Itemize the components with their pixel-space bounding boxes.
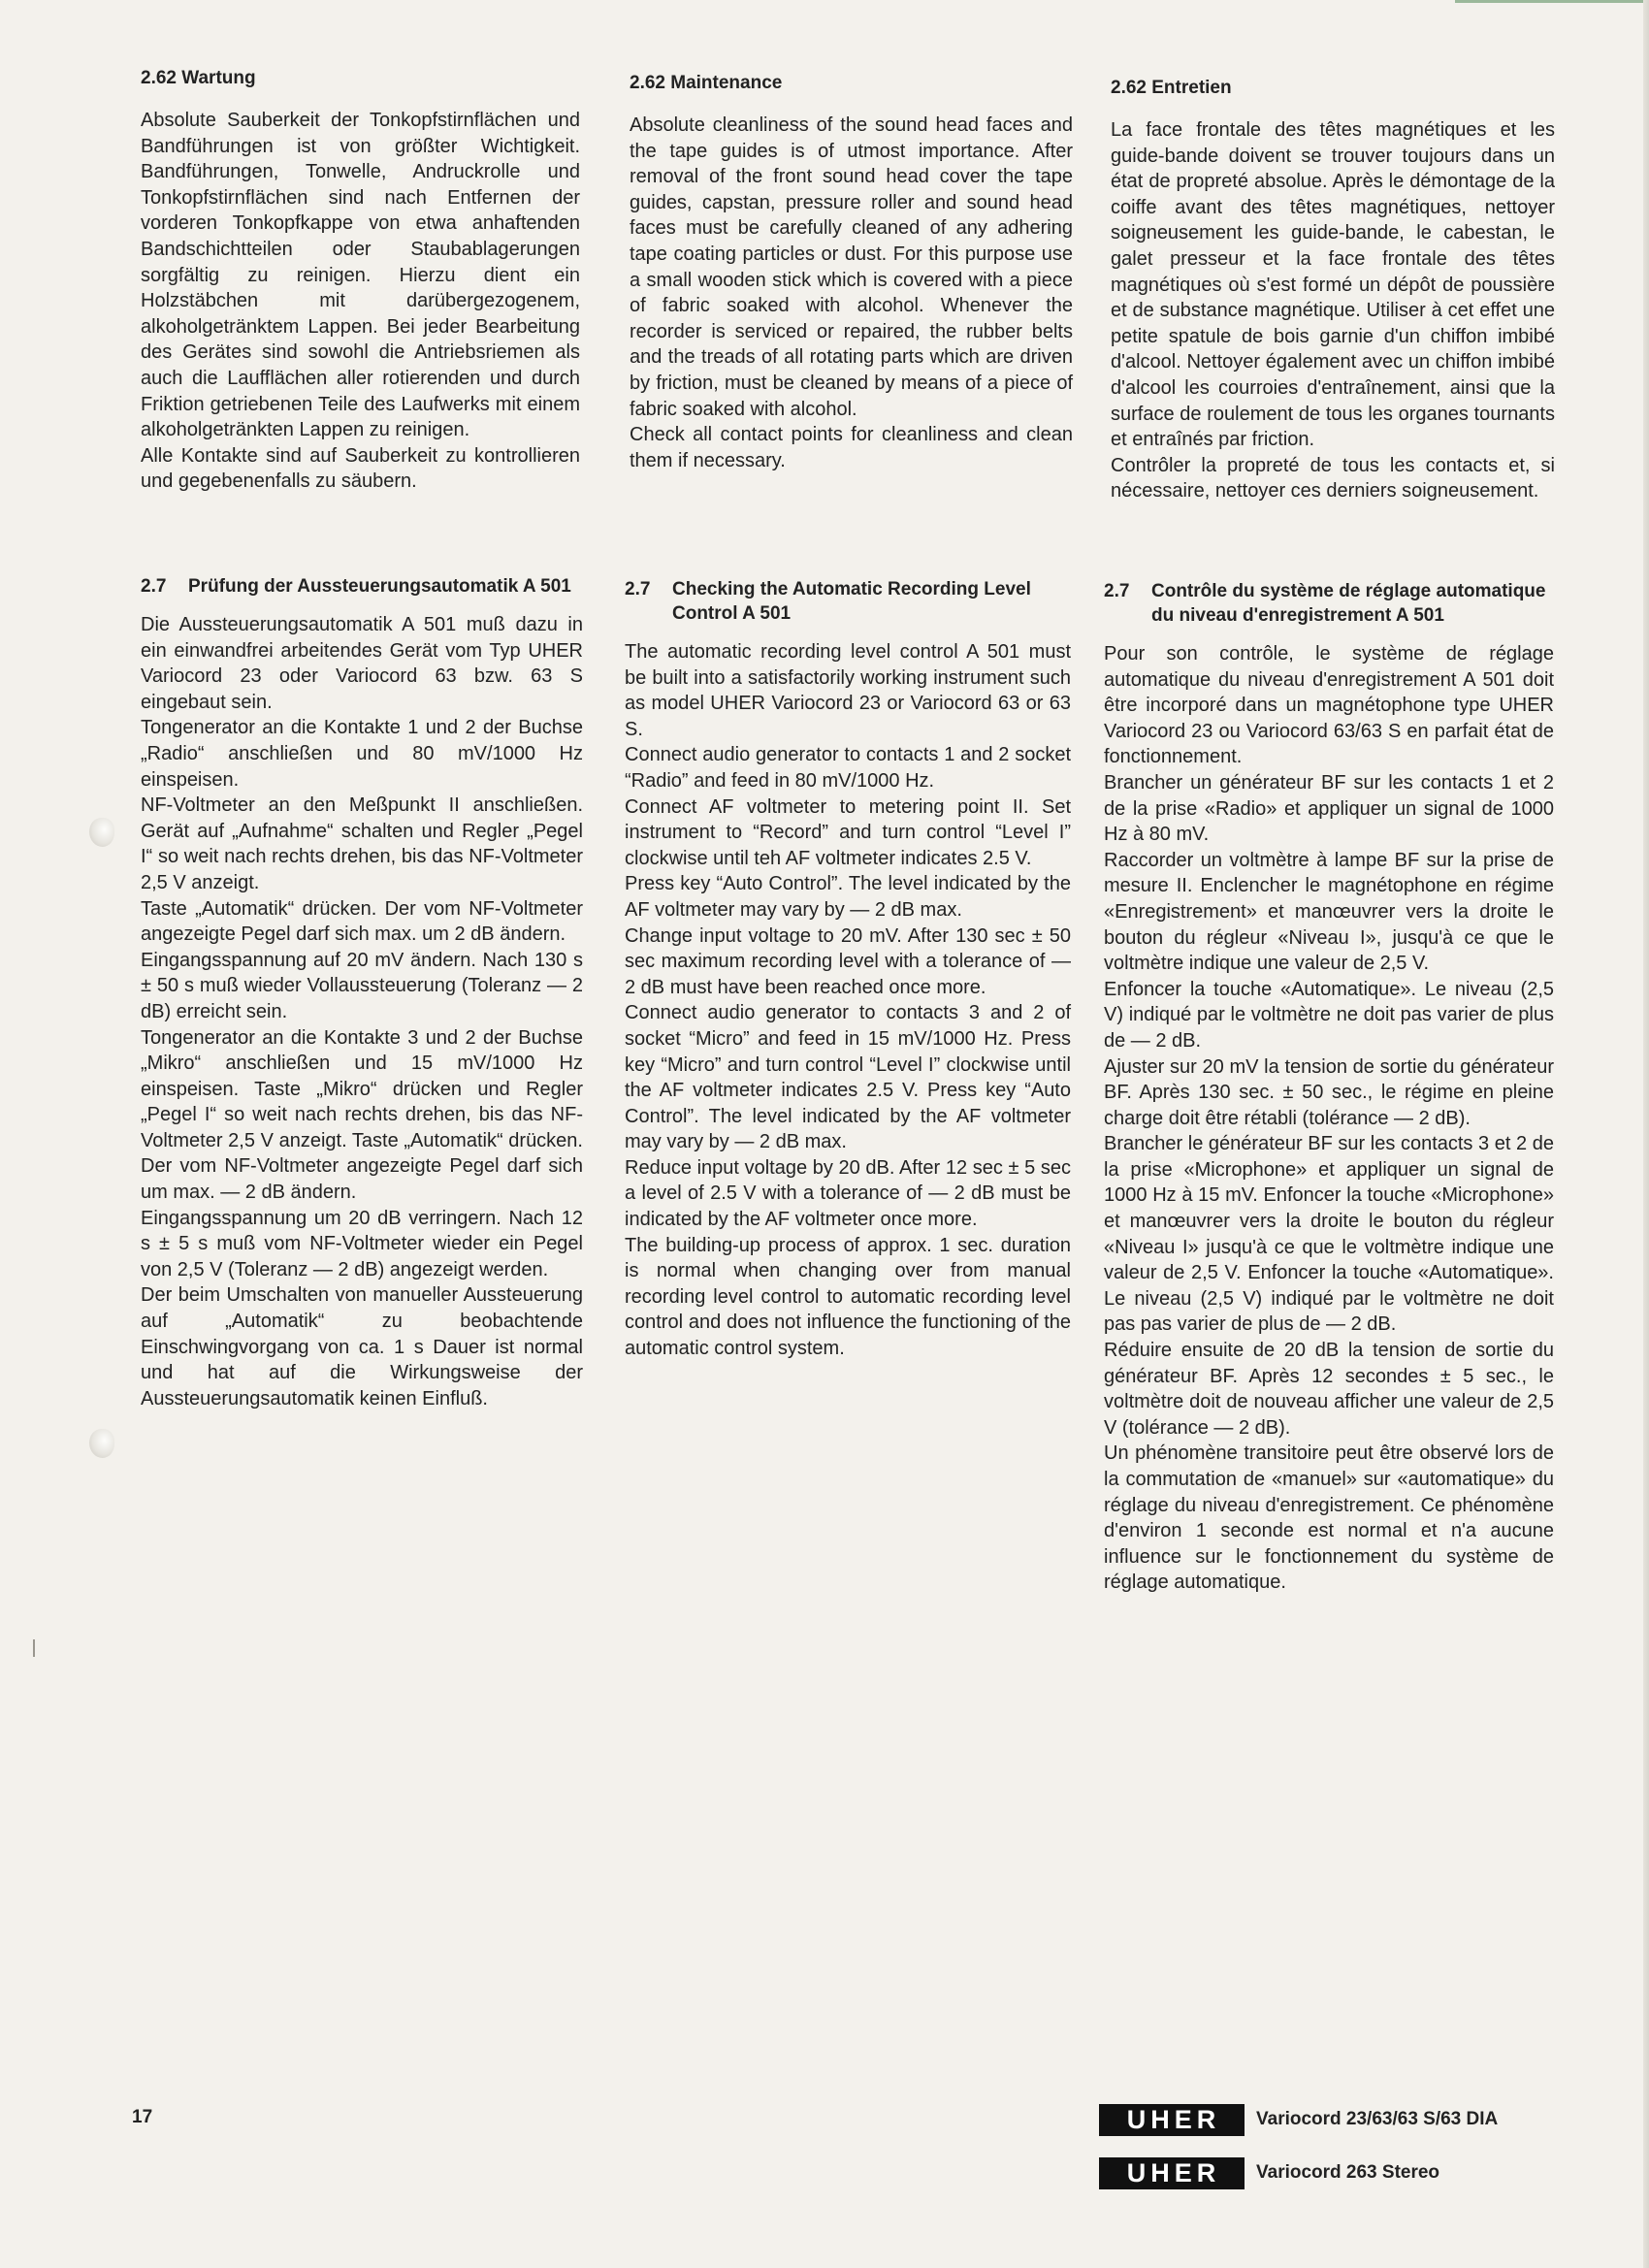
en-check-paragraph: Connect audio generator to contacts 1 and 2 socket “Radio” and feed in 80 mV/1000 Hz. (625, 744, 1071, 792)
de-check-section (141, 574, 583, 1411)
model-name: Variocord 23/63/63 S/63 DIA (1256, 2109, 1499, 2129)
section-number: 2.7 (141, 576, 167, 597)
de-maintenance-paragraph: Alle Kontakte sind auf Sauberkeit zu kontrollieren und gegebenenfalls zu säubern. (141, 444, 580, 493)
section-title: Prüfung der Aussteuerungsautomatik A 501 (188, 576, 571, 597)
en-maintenance-section (630, 72, 1073, 473)
de-maintenance-paragraph: Absolute Sauberkeit der Tonkopfstirnflächen und Bandführungen ist von größter Wichtigkeit. Bandführungen, Tonwelle, Andruckrolle und Tonkopfstirnflächen sind nach Entfernen der vorderen Tonkopfkappe von etwa anhaftenden Bandschichtteilen oder Staubablagerungen sorgfältig zu reinigen. Hierzu dient ein Holzstäbchen mit darübergezogenem, alkoholgetränktem Lappen. Bei jeder Bearbeitung des Gerätes sind sowohl die Antriebsriemen als auch die Laufflächen aller rotierenden und durch Friktion getriebenen Teile des Laufwerks mit einem alkoholgetränkten Lappen zu reinigen. (141, 110, 580, 441)
de-check-paragraph: NF-Voltmeter an den Meßpunkt II anschließen. Gerät auf „Aufnahme“ schalten und Regler „Pegel I“ so weit nach rechts drehen, bis das NF-Voltmeter 2,5 V anzeigt. (141, 794, 583, 893)
page-right-edge (1643, 0, 1649, 2268)
section-title: Checking the Automatic Recording Level Control A 501 (672, 579, 1031, 624)
brand-line-2 (1099, 2156, 1439, 2189)
page-top-edge-mark (1455, 0, 1649, 3)
en-maintenance-heading: 2.62 Maintenance (630, 73, 783, 93)
en-check-paragraph: Reduce input voltage by 20 dB. After 12 sec ± 5 sec a level of 2.5 V with a tolerance of — 2 dB must be indicated by the AF voltmeter once more. (625, 1156, 1071, 1231)
en-check-paragraph: Connect audio generator to contacts 3 and 2 of socket “Micro” and feed in 15 mV/1000 Hz. Press key “Micro” and turn control “Level I” clockwise until the AF voltmeter indicates 2.5 V. Press key “Auto Control”. The level indicated by the AF voltmeter may vary by — 2 dB max. (625, 1002, 1071, 1153)
en-check-paragraph: The building-up process of approx. 1 sec. duration is normal when changing over from manual recording level control to automatic recording level control and does not influence the functioning of the automatic control system. (625, 1234, 1071, 1360)
fr-check-paragraph: Pour son contrôle, le système de réglage automatique du niveau d'enregistrement A 501 doit être incorporé dans un magnétophone type UHER Variocord 23 ou Variocord 63/63 S en parfait état de fonctionnement. (1104, 643, 1554, 768)
fr-check-paragraph: Un phénomène transitoire peut être observé lors de la commutation de «manuel» sur «automatique» du réglage du niveau d'enregistrement. Ce phénomène d'environ 1 seconde est normal et n'a aucune influence sur le fonctionnement du système de réglage automatique. (1104, 1442, 1554, 1594)
uher-logo: UHER (1099, 2157, 1245, 2189)
en-check-paragraph: Change input voltage to 20 mV. After 130 sec ± 50 sec maximum recording level with a tolerance of — 2 dB must have been reached once more. (625, 924, 1071, 998)
section-number: 2.7 (625, 579, 651, 599)
fr-maintenance-paragraph: La face frontale des têtes magnétiques et les guide-bande doivent se trouver toujours dans un état de propreté absolue. Après le démontage de la coiffe avant des têtes magnétiques, nettoyer soigneusement les guide-bande, le cabestan, le galet presseur et la face frontale des têtes magnétiques où s'est formé un dépôt de poussière et de substance magnétique. Utiliser à cet effet une petite spatule de bois garnie d'un chiffon imbibé d'alcool. Nettoyer également avec un chiffon imbibé d'alcool les courroies d'entraînement, ainsi que la surface de roulement de tous les organes tournants et entraînés par friction. (1111, 119, 1555, 451)
de-check-paragraph: Eingangsspannung auf 20 mV ändern. Nach 130 s ± 50 s muß wieder Vollaussteuerung (Toleranz — 2 dB) erreicht sein. (141, 949, 583, 1022)
uher-logo: UHER (1099, 2104, 1245, 2136)
en-check-paragraph: Connect AF voltmeter to metering point II. Set instrument to “Record” and turn control “Level I” clockwise until teh AF voltmeter indicates 2.5 V. (625, 795, 1071, 869)
en-maintenance-paragraph: Check all contact points for cleanliness and clean them if necessary. (630, 424, 1073, 471)
model-name: Variocord 263 Stereo (1256, 2162, 1440, 2183)
de-check-paragraph: Tongenerator an die Kontakte 1 und 2 der Buchse „Radio“ anschließen und 80 mV/1000 Hz einspeisen. (141, 717, 583, 791)
en-check-heading (625, 577, 1071, 626)
binder-punch-hole-upper (89, 818, 114, 847)
page-number: 17 (132, 2107, 153, 2127)
fr-maintenance-section (1111, 77, 1555, 504)
de-check-paragraph: Eingangsspannung um 20 dB verringern. Nach 12 s ± 5 s muß vom NF-Voltmeter wieder ein Pegel von 2,5 V (Toleranz — 2 dB) angezeigt werden. (141, 1207, 583, 1280)
fr-check-section (1104, 579, 1554, 1596)
de-check-paragraph: Die Aussteuerungsautomatik A 501 muß dazu in ein einwandfrei arbeitendes Gerät vom Typ UHER Variocord 23 oder Variocord 63 bzw. 63 S eingebaut sein. (141, 614, 583, 713)
fr-check-paragraph: Brancher le générateur BF sur les contacts 3 et 2 de la prise «Microphone» et appliquer un signal de 1000 Hz à 15 mV. Enfoncer la touche «Microphone» et manœuvrer vers la droite le bouton du régleur «Niveau I» jusqu'à ce que le voltmètre indique une valeur de 2,5 V. Enfoncer la touche «Automatique». Le niveau (2,5 V) indiqué par le voltmètre ne doit pas pas varier de plus de — 2 dB. (1104, 1133, 1554, 1336)
fr-check-paragraph: Brancher un générateur BF sur les contacts 1 et 2 de la prise «Radio» et appliquer un signal de 1000 Hz à 80 mV. (1104, 771, 1554, 846)
fr-maintenance-heading: 2.62 Entretien (1111, 78, 1232, 98)
en-check-section (625, 577, 1071, 1362)
de-check-paragraph: Tongenerator an die Kontakte 3 und 2 der Buchse „Mikro“ anschließen und 15 mV/1000 Hz einspeisen. Taste „Mikro“ drücken und Regler „Pegel I“ so weit nach rechts drehen, bis das NF-Voltmeter 2,5 V anzeigt. Taste „Automatik“ drücken. Der vom NF-Voltmeter angezeigte Pegel darf sich um max. — 2 dB ändern. (141, 1026, 583, 1204)
de-maintenance-section (141, 67, 580, 495)
section-number: 2.7 (1104, 581, 1130, 601)
de-check-heading (141, 574, 583, 599)
brand-line-1 (1099, 2103, 1498, 2136)
fr-check-paragraph: Raccorder un voltmètre à lampe BF sur la prise de mesure II. Enclencher le magnétophone en régime «Enregistrement» et manœuvrer vers la droite le bouton du régleur «Niveau I», jusqu'à ce que le voltmètre indique une valeur de 2,5 V. (1104, 849, 1554, 975)
fr-check-paragraph: Enfoncer la touche «Automatique». Le niveau (2,5 V) indiqué par le voltmètre ne doit pas varier de plus de — 2 dB. (1104, 978, 1554, 1052)
en-check-paragraph: Press key “Auto Control”. The level indicated by the AF voltmeter may vary by — 2 dB max. (625, 873, 1071, 921)
margin-mark (33, 1639, 35, 1657)
de-check-paragraph: Taste „Automatik“ drücken. Der vom NF-Voltmeter angezeigte Pegel darf sich max. um 2 dB ändern. (141, 897, 583, 946)
de-check-paragraph: Der beim Umschalten von manueller Aussteuerung auf „Automatik“ zu beobachtende Einschwingvorgang von ca. 1 s Dauer ist normal und hat auf die Wirkungsweise der Aussteuerungsautomatik keinen Einfluß. (141, 1284, 583, 1409)
en-maintenance-paragraph: Absolute cleanliness of the sound head faces and the tape guides is of utmost importance. After removal of the front sound head cover the tape guides, capstan, pressure roller and sound head faces must be carefully cleaned of any adhering tape coating particles or dust. For this purpose use a small wooden stick which is covered with a piece of fabric soaked with alcohol. Whenever the recorder is serviced or repaired, the rubber belts and the treads of all rotating parts which are driven by friction, must be cleaned by means of a piece of fabric soaked with alcohol. (630, 114, 1073, 420)
fr-maintenance-paragraph: Contrôler la propreté de tous les contacts et, si nécessaire, nettoyer ces derniers soigneusement. (1111, 454, 1555, 502)
fr-check-heading (1104, 579, 1554, 628)
de-maintenance-heading: 2.62 Wartung (141, 68, 256, 88)
section-title: Contrôle du système de réglage automatique du niveau d'enregistrement A 501 (1151, 581, 1546, 626)
en-check-paragraph: The automatic recording level control A 501 must be built into a satisfactorily working instrument such as model UHER Variocord 23 or Variocord 63 or 63 S. (625, 641, 1071, 740)
fr-check-paragraph: Ajuster sur 20 mV la tension de sortie du générateur BF. Après 130 sec. ± 50 sec., le régime en pleine charge doit être rétabli (tolérance — 2 dB). (1104, 1055, 1554, 1129)
binder-punch-hole-lower (89, 1429, 114, 1458)
fr-check-paragraph: Réduire ensuite de 20 dB la tension de sortie du générateur BF. Après 12 secondes ± 5 sec., le voltmètre doit de nouveau afficher une valeur de 2,5 V (tolérance — 2 dB). (1104, 1340, 1554, 1439)
